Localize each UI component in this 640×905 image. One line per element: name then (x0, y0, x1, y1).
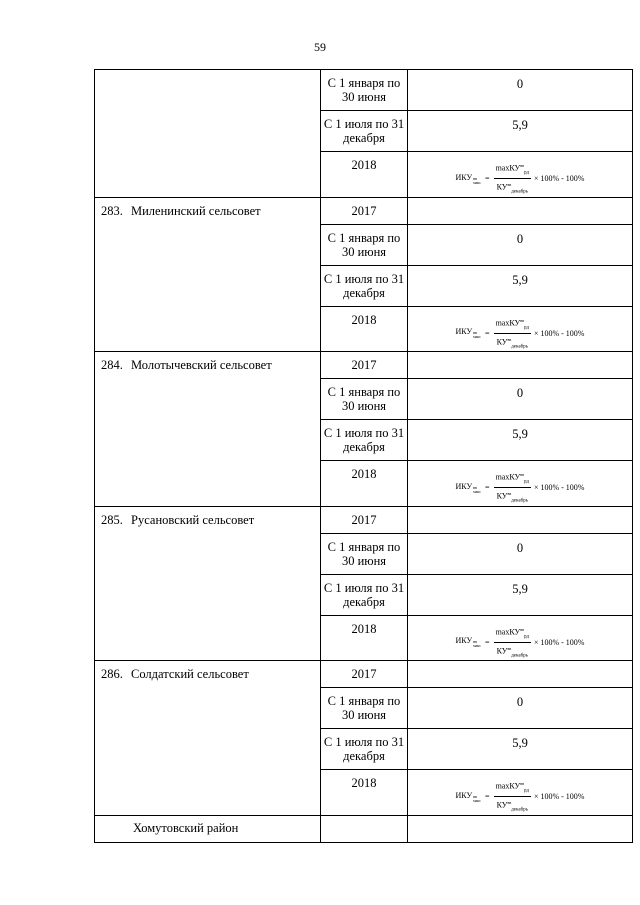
empty-cell (321, 815, 408, 842)
empty-cell (408, 197, 633, 224)
formula: ИКУ вв макс = $\frac{\max КУ^{вв}_{рд}}{КУ^{вв}_{декабрь}}$ × 100% - 100% (455, 781, 585, 813)
period-cell: С 1 июля по 31 декабря (321, 729, 408, 770)
district-name-cell: Хомутовский район (95, 815, 321, 842)
formula-cell (408, 461, 633, 507)
year-cell: 2018 (321, 306, 408, 352)
year-cell: 2017 (321, 506, 408, 533)
empty-cell (408, 506, 633, 533)
empty-cell (408, 815, 633, 842)
section-name-cell: 285. Русановский сельсовет (95, 506, 321, 661)
formula: ИКУ вв макс = $\frac{\max КУ^{вв}_{рд}}{КУ^{вв}_{декабрь}}$ × 100% - 100% (455, 163, 585, 195)
table-row (95, 197, 633, 224)
value-cell: 0 (408, 533, 633, 574)
table-row (95, 661, 633, 688)
table-row (95, 70, 633, 111)
empty-cell (408, 661, 633, 688)
year-cell: 2017 (321, 352, 408, 379)
empty-cell (408, 352, 633, 379)
value-cell: 0 (408, 688, 633, 729)
page-number: 59 (314, 40, 326, 54)
period-cell: С 1 июля по 31 декабря (321, 265, 408, 306)
section-name-cell: 284. Молотычевский сельсовет (95, 352, 321, 507)
year-cell: 2018 (321, 152, 408, 198)
tariff-table (94, 69, 633, 843)
formula-cell (408, 615, 633, 661)
value-cell: 5,9 (408, 420, 633, 461)
period-cell: С 1 января по 30 июня (321, 70, 408, 111)
period-cell: С 1 июля по 31 декабря (321, 574, 408, 615)
value-cell: 5,9 (408, 729, 633, 770)
formula-cell (408, 770, 633, 816)
value-cell: 5,9 (408, 574, 633, 615)
period-cell: С 1 января по 30 июня (321, 688, 408, 729)
year-cell: 2018 (321, 770, 408, 816)
value-cell: 0 (408, 379, 633, 420)
value-cell: 0 (408, 224, 633, 265)
value-cell: 0 (408, 70, 633, 111)
formula: ИКУ вв макс = $\frac{\max КУ^{вв}_{рд}}{КУ^{вв}_{декабрь}}$ × 100% - 100% (455, 472, 585, 504)
table-row (95, 352, 633, 379)
formula: ИКУ вв макс = $\frac{\max КУ^{вв}_{рд}}{КУ^{вв}_{декабрь}}$ × 100% - 100% (455, 317, 585, 349)
value-cell: 5,9 (408, 111, 633, 152)
value-cell: 5,9 (408, 265, 633, 306)
year-cell: 2017 (321, 661, 408, 688)
table-row (95, 815, 633, 842)
year-cell: 2018 (321, 615, 408, 661)
period-cell: С 1 января по 30 июня (321, 224, 408, 265)
section-name-cell: 283. Миленинский сельсовет (95, 197, 321, 352)
period-cell: С 1 января по 30 июня (321, 533, 408, 574)
period-cell: С 1 января по 30 июня (321, 379, 408, 420)
formula-cell (408, 152, 633, 198)
table-row (95, 506, 633, 533)
year-cell: 2017 (321, 197, 408, 224)
year-cell: 2018 (321, 461, 408, 507)
period-cell: С 1 июля по 31 декабря (321, 111, 408, 152)
period-cell: С 1 июля по 31 декабря (321, 420, 408, 461)
section-name-cell: 286. Солдатский сельсовет (95, 661, 321, 816)
formula: ИКУ вв макс = $\frac{\max КУ^{вв}_{рд}}{КУ^{вв}_{декабрь}}$ × 100% - 100% (455, 626, 585, 658)
name-cell (95, 70, 321, 198)
formula-cell (408, 306, 633, 352)
